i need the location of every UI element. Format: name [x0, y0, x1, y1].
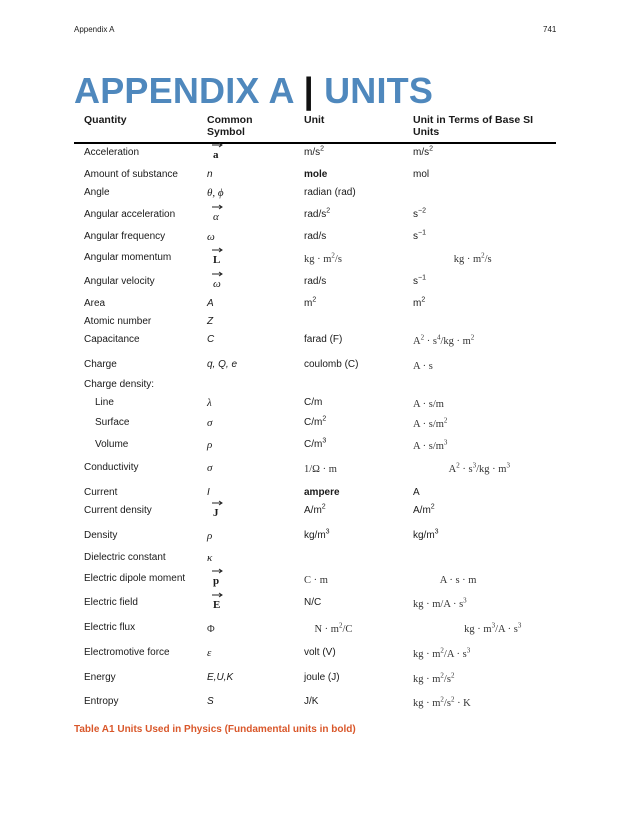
table-row	[74, 438, 556, 452]
table-row	[74, 646, 556, 660]
unit-cell: C/m	[304, 397, 323, 408]
quantity-cell: Electric dipole moment	[84, 573, 186, 584]
quantity-cell: Volume	[95, 439, 129, 450]
si-cell: kg · $m/A \cdot s^3$	[413, 596, 467, 610]
unit-cell: C · m	[304, 575, 328, 586]
si-cell: mol	[413, 169, 430, 180]
table-row	[74, 396, 556, 410]
vector-arrow-icon	[211, 568, 223, 574]
table-row	[74, 486, 556, 500]
unit-cell: kg · $m^2/s$	[304, 251, 342, 265]
si-cell: $A^2 \cdot s^3/kg \cdot m^3$	[448, 461, 510, 475]
si-cell: $m/s^2$	[413, 145, 434, 158]
vector-arrow-icon	[211, 500, 223, 506]
running-header: Appendix A	[74, 25, 115, 34]
si-cell: $s^{-1}$	[413, 274, 426, 287]
si-cell: $m^2$	[413, 296, 426, 309]
si-cell: $kg/m^3$	[413, 528, 439, 541]
unit-cell: N/C	[304, 597, 322, 608]
vector-arrow-icon	[211, 592, 223, 598]
vector-symbol: E	[213, 598, 220, 612]
table-row	[74, 168, 556, 182]
quantity-cell: Angle	[84, 187, 110, 198]
unit-cell: $C/m^2$	[304, 415, 327, 428]
unit-cell: ampere	[304, 487, 340, 498]
si-cell: kg · $m^2/A \cdot s^3$	[413, 646, 471, 660]
symbol-cell: ω	[207, 231, 215, 243]
table-row	[74, 297, 556, 311]
unit-cell: farad (F)	[304, 334, 343, 345]
quantity-cell: Angular velocity	[84, 276, 155, 287]
quantity-cell: Current	[84, 487, 118, 498]
unit-cell: $m^2$	[304, 296, 317, 309]
unit-cell: joule (J)	[304, 672, 340, 683]
symbol-cell: C	[207, 334, 215, 345]
vector-symbol: ω	[213, 277, 221, 291]
vector-symbol: a	[213, 148, 219, 162]
symbol-cell: E,U,K	[207, 672, 234, 683]
col-header-unit: Unit	[304, 114, 325, 126]
vector-arrow-icon	[211, 271, 223, 277]
table-row	[74, 529, 556, 543]
symbol-cell: λ	[207, 397, 212, 409]
symbol-cell: Z	[207, 316, 214, 327]
quantity-cell: Density	[84, 530, 118, 541]
symbol-cell: I	[207, 487, 210, 498]
si-cell: kg · $m^3/A \cdot s^3$	[464, 621, 522, 635]
symbol-cell: ε	[207, 647, 212, 659]
symbol-cell: ρ	[207, 530, 213, 542]
symbol-cell	[207, 146, 219, 161]
si-cell: A · s · m	[439, 575, 477, 586]
quantity-cell: Conductivity	[84, 462, 139, 473]
si-cell: kg · $m^2/s^2 \cdot K$	[413, 695, 471, 709]
symbol-cell: σ	[207, 417, 213, 429]
table-header	[74, 114, 556, 144]
table-caption: Table A1 Units Used in Physics (Fundamental units in bold)	[74, 724, 356, 735]
si-cell: kg · $m^2/s$	[453, 251, 492, 265]
title-bar: |	[303, 70, 314, 111]
unit-cell: J/K	[304, 696, 319, 707]
quantity-cell: Electromotive force	[84, 647, 170, 658]
table-row	[74, 551, 556, 565]
quantity-cell: Dielectric constant	[84, 552, 166, 563]
table-row	[74, 186, 556, 200]
vector-symbol: L	[213, 253, 220, 267]
quantity-cell: Current density	[84, 505, 152, 516]
symbol-cell: σ	[207, 462, 213, 474]
symbol-cell	[207, 504, 219, 519]
quantity-cell: Line	[95, 397, 114, 408]
quantity-cell: Angular frequency	[84, 231, 166, 242]
vector-arrow-icon	[211, 204, 223, 210]
quantity-cell: Angular momentum	[84, 252, 172, 263]
unit-cell: rad/s	[304, 231, 327, 242]
table-row	[74, 504, 556, 518]
symbol-cell	[207, 572, 219, 587]
table-row	[74, 333, 556, 347]
si-cell: $A \cdot s/m^3$	[413, 438, 448, 452]
si-cell: $s^{-1}$	[413, 229, 426, 242]
quantity-cell: Charge	[84, 359, 117, 370]
symbol-cell	[207, 208, 219, 223]
si-cell: A · s	[413, 361, 433, 372]
symbol-cell: θ, ϕ	[207, 187, 224, 199]
page-number: 741	[543, 25, 557, 34]
symbol-cell	[207, 275, 221, 290]
quantity-cell: Atomic number	[84, 316, 152, 327]
symbol-cell: A	[207, 298, 214, 309]
unit-cell: mole	[304, 169, 328, 180]
vector-symbol: J	[213, 506, 219, 520]
table-row	[74, 275, 556, 289]
title-main: APPENDIX A	[74, 70, 294, 111]
symbol-cell: S	[207, 696, 214, 707]
table-row	[74, 358, 556, 372]
symbol-cell: n	[207, 169, 213, 180]
quantity-cell: Angular acceleration	[84, 209, 176, 220]
table-row	[74, 416, 556, 430]
unit-cell: radian (rad)	[304, 187, 356, 198]
si-cell: $A \cdot s/m^2$	[413, 416, 448, 430]
title-sub: UNITS	[324, 70, 434, 111]
si-cell: $A^2 \cdot s^4/kg \cdot m^2$	[413, 333, 475, 347]
symbol-cell	[207, 596, 220, 611]
quantity-cell: Charge density:	[84, 379, 155, 390]
vector-arrow-icon	[211, 142, 223, 148]
table-row	[74, 230, 556, 244]
quantity-cell: Electric flux	[84, 622, 136, 633]
table-row	[74, 695, 556, 709]
table-row	[74, 671, 556, 685]
symbol-cell	[207, 251, 220, 266]
si-cell: kg · $m^2/s^2$	[413, 671, 455, 685]
unit-cell: 1/Ω · m	[304, 464, 337, 475]
unit-cell: rad/s	[304, 276, 327, 287]
table-row	[74, 596, 556, 610]
table-row	[74, 315, 556, 329]
table-row	[74, 208, 556, 222]
unit-cell: $A/m^2$	[304, 503, 326, 516]
unit-cell: $kg/m^3$	[304, 528, 330, 541]
si-cell: $s^{-2}$	[413, 207, 426, 220]
unit-cell: $m/s^2$	[304, 145, 325, 158]
table-row	[74, 572, 556, 586]
page-title	[74, 70, 433, 112]
table-row	[74, 378, 556, 392]
unit-cell: $C/m^3$	[304, 437, 327, 450]
unit-cell: volt (V)	[304, 647, 336, 658]
table-row	[74, 461, 556, 475]
si-cell: A · s/m	[413, 399, 444, 410]
table-row	[74, 621, 556, 635]
quantity-cell: Energy	[84, 672, 116, 683]
symbol-cell: κ	[207, 552, 213, 564]
si-cell: A	[413, 487, 420, 498]
table-row	[74, 146, 556, 160]
quantity-cell: Amount of substance	[84, 169, 178, 180]
quantity-cell: Capacitance	[84, 334, 140, 345]
quantity-cell: Electric field	[84, 597, 138, 608]
symbol-cell: ρ	[207, 439, 213, 451]
vector-symbol: α	[213, 210, 219, 224]
vector-symbol: p	[213, 574, 219, 588]
quantity-cell: Entropy	[84, 696, 119, 707]
col-header-symbol: Common Symbol	[207, 114, 253, 138]
quantity-cell: Surface	[95, 417, 130, 428]
col-header-quantity: Quantity	[84, 114, 127, 126]
symbol-cell: Φ	[207, 624, 215, 635]
table-row	[74, 251, 556, 265]
quantity-cell: Acceleration	[84, 147, 140, 158]
symbol-cell: q, Q, e	[207, 359, 238, 370]
unit-cell: $N \cdot m^2/C$	[314, 621, 353, 635]
unit-cell: rad/$s^2$	[304, 207, 331, 220]
col-header-si-units: Unit in Terms of Base SI Units	[413, 114, 533, 138]
unit-cell: coulomb (C)	[304, 359, 359, 370]
si-cell: $A/m^2$	[413, 503, 435, 516]
quantity-cell: Area	[84, 298, 106, 309]
vector-arrow-icon	[211, 247, 223, 253]
